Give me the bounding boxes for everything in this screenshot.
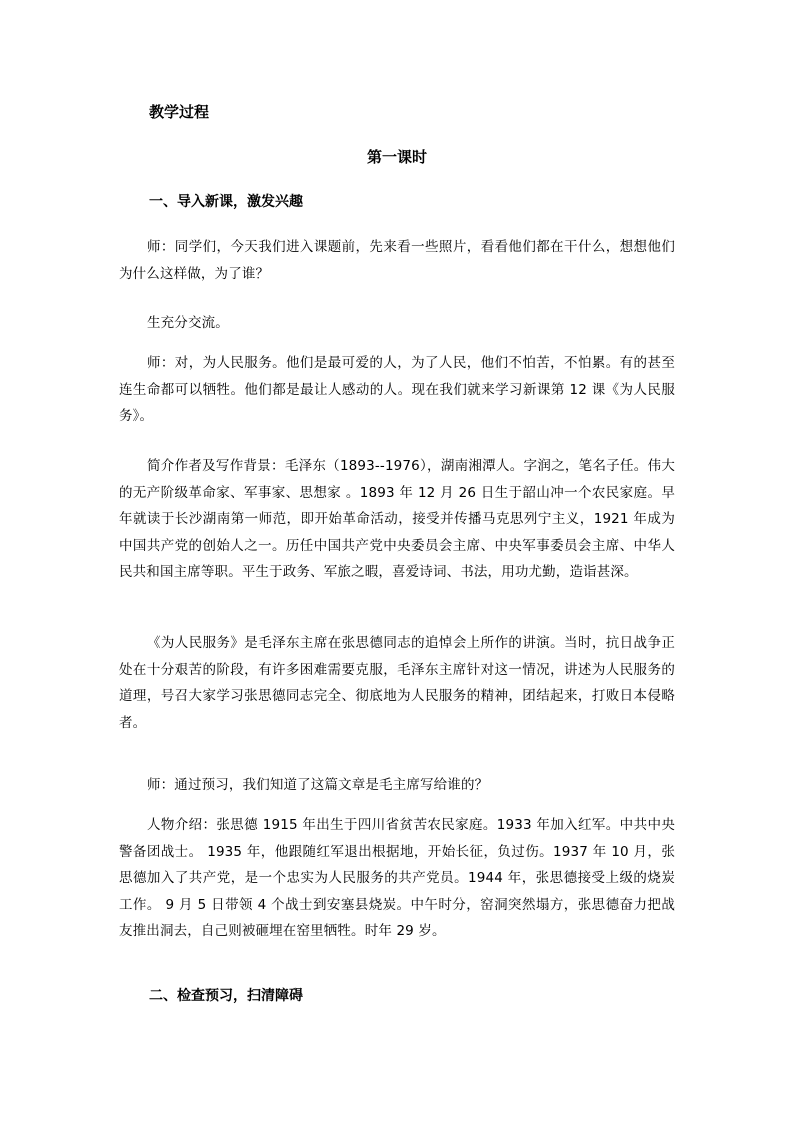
lesson-title: 第一课时 [366,148,427,166]
paragraph-teacher-question: 师：通过预习，我们知道了这篇文章是毛主席写给谁的？ [147,777,489,793]
paragraph-author-background: 简介作者及写作背景：毛泽东（1893--1976），湖南湘潭人。字润之，笔名子任。伟大的无产阶级革命家、军事家、思想家 。1893 年 12 月 26 日生于韶山冲一个农民家庭。早年就读于长沙湖南第一师范，即开始革命活动，接受并传播马克思列宁主义，1921 年成为中国共产党的创始人之一。历任中国共产党中央委员会主席、中央军事委员会主席、中华人民共和国主席等职。平生于政务、军旅之暇，喜爱诗词、书法，用功尤勤，造诣甚深。 [119,458,675,580]
paragraph-teacher-intro: 师：同学们，今天我们进入课题前，先来看一些照片，看看他们都在干什么，想想他们为什么这样做，为了谁？ [119,239,675,282]
section-heading-intro: 一、导入新课，激发兴趣 [149,194,303,210]
paragraph-person-introduction: 人物介绍：张思德 1915 年出生于四川省贫苦农民家庭。1933 年加入红军。中共中央警备团战士。 1935 年，他跟随红军退出根据地，开始长征，负过伤。1937 年 10 月，张思德加入了共产党，是一个忠实为人民服务的共产党员。1944 年，张思德接受上级的烧炭工作。 9 月 5 日带领 4 个战士到安塞县烧炭。中午时分，窑洞突然塌方，张思德奋力把战友推出洞去，自己则被砸埋在窑里牺牲。时年 29 岁。 [119,817,675,939]
document-title: 教学过程 [149,103,210,121]
section-heading-preview-check: 二、检查预习，扫清障碍 [149,988,303,1004]
paragraph-essay-background: 《为人民服务》是毛泽东主席在张思德同志的追悼会上所作的讲演。当时，抗日战争正处在十分艰苦的阶段，有许多困难需要克服，毛泽东主席针对这一情况，讲述为人民服务的道理，号召大家学习张思德同志完全、彻底地为人民服务的精神，团结起来，打败日本侵略者。 [119,635,675,731]
paragraph-student-exchange: 生充分交流。 [147,315,229,331]
paragraph-teacher-serve-people: 师：对，为人民服务。他们是最可爱的人，为了人民，他们不怕苦，不怕累。有的甚至连生命都可以牺牲。他们都是最让人感动的人。现在我们就来学习新课第 12 课《为人民服务》。 [119,355,675,424]
